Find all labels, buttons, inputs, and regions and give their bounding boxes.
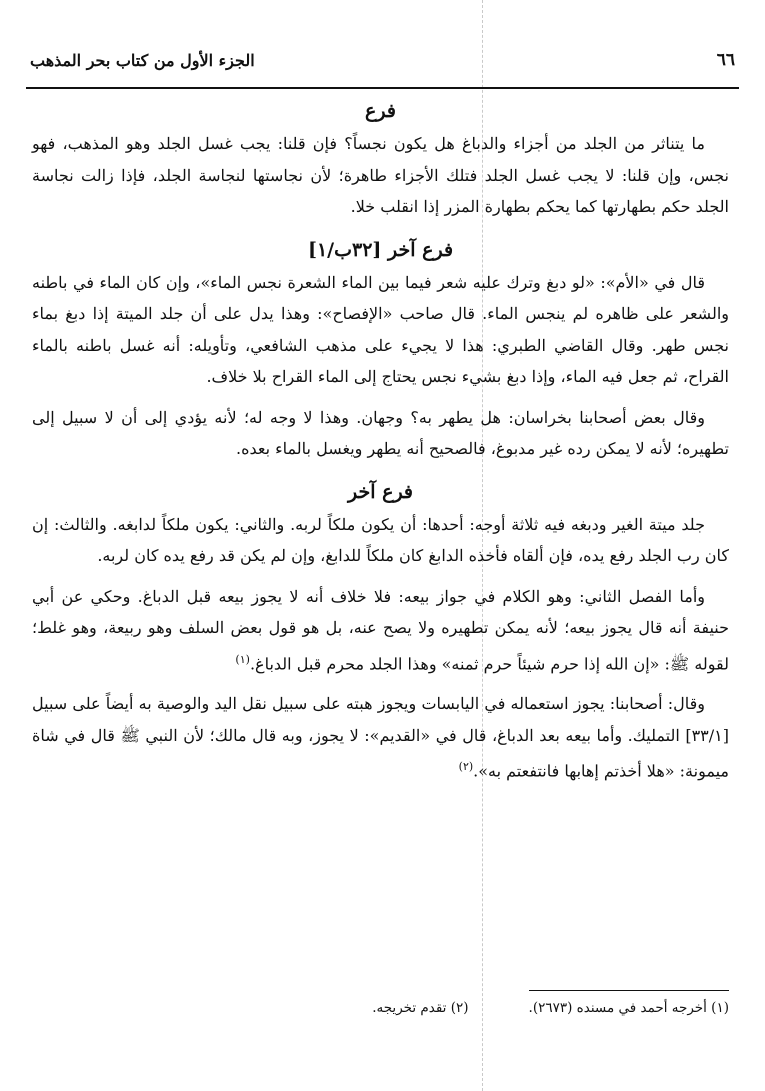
paragraph: جلد ميتة الغير ودبغه فيه ثلاثة أوجه: أحدها: أن يكون ملكاً لربه. والثاني: يكون ملكاً لدابغه. والثالث: إن كان رب الجلد رفع يده، فإن ألقاه فأخذه الدابغ كان ملكاً للدابغ، وإن لم يكن قد رفع يده كان لربه. — [32, 514, 729, 565]
footnote: (١) أخرجه أحمد في مسنده (٢٦٧٣). — [528, 1000, 729, 1016]
section-heading: فرع آخر — [347, 480, 414, 503]
footnote-ref: (٢) — [458, 760, 474, 774]
paragraph: قال في «الأم»: «لو دبغ وترك عليه شعر فيما بين الماء الشعرة نجس الماء»، وإن كان الماء في باطنه والشعر على ظاهره لم ينجس الماء. قال صاحب «الإفصاح»: وهذا يدل على أن جلد الميتة إذا دبغ بماء نجس طهر. وقال القاضي الطبري: هذا لا يجيء على مذهب الشافعي، وتأويله: أنه غسل باطنه بالماء القراح، ثم جعل فيه الماء، وإذا دبغ بشيء نجس يحتاج إلى الماء القراح بلا خلاف. — [32, 272, 729, 386]
footnote-ref: (١) — [235, 652, 250, 666]
paragraph-text: وأما الفصل الثاني: وهو الكلام في جواز بيعه: فلا خلاف أنه لا يجوز بيعه قبل الدباغ. وحكي عن أبي حنيفة أنه قال يجوز بيعه؛ لأنه يمكن تطهيره ولا يصح عنه، بل هو قول بعض السلف وهو ربيعة، وهو غلط؛ لقوله ﷺ: «إن الله إذا حرم شيئاً حرم ثمنه» وهذا الجلد محرم قبل الدباغ. — [32, 586, 729, 673]
footnote-rule — [529, 990, 729, 991]
footnotes — [36, 1000, 729, 1016]
running-header — [30, 40, 735, 80]
header-rule — [26, 87, 739, 89]
paragraph-text: وقال: أصحابنا: يجوز استعماله في اليابسات ويجوز هبته على سبيل نقل اليد والوصية به أيضاً على سبيل [٣٣/١] التمليك. وأما بيعه بعد الدباغ، قال في «القديم»: لا يجوز، وبه قال مالك؛ لأن النبي ﷺ قال في شاة ميمونة: «هلا أخذتم إهابها فانتفعتم به». — [32, 694, 729, 781]
paragraph — [32, 581, 729, 680]
section-heading: فرع آخر [٣٢ب/١] — [307, 238, 454, 261]
paragraph: ما يتناثر من الجلد من أجزاء والدباغ هل يكون نجساً؟ فإن قلنا: يجب غسل الجلد وهو المذهب، فهو نجس، وإن قلنا: لا يجب غسل الجلد فتلك الأجزاء طاهرة؛ لأن نجاستها لنجاسة الجلد، فإذا زالت نجاسة الجلد حكم بطهارتها كما يحكم بطهارة المزر إذا انقلب خلا. — [32, 134, 729, 216]
footnote: (٢) تقدم تخريجه. — [372, 1000, 469, 1016]
section-heading: فرع — [365, 100, 396, 122]
book-title: الجزء الأول من كتاب بحر المذهب — [30, 50, 255, 70]
page-body — [32, 94, 729, 796]
page-number: ٦٦ — [716, 50, 735, 70]
paragraph: وقال بعض أصحابنا بخراسان: هل يطهر به؟ وجهان. وهذا لا وجه له؛ لأنه يؤدي إلى أن لا سبيل إلى تطهيره؛ لأنه لا يمكن رده غير مدبوغ، فالصحيح أنه يطهر ويغسل بالماء بعده. — [32, 407, 729, 458]
paragraph — [32, 688, 729, 787]
